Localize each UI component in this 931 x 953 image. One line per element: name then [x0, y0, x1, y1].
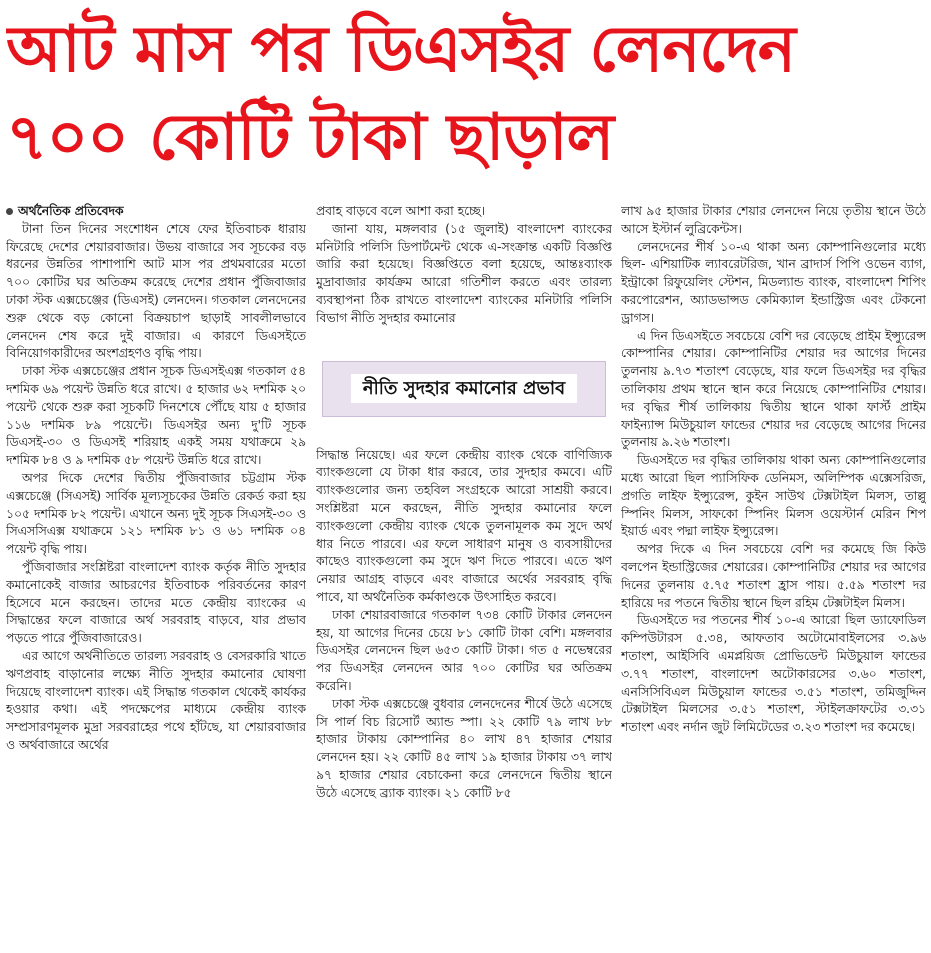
byline-text: অর্থনৈতিক প্রতিবেদক: [18, 204, 124, 218]
subhead-box: [322, 361, 606, 417]
paragraph: ঢাকা স্টক এক্সচেঞ্জের প্রধান সূচক ডিএসইএক্স গতকাল ৫৪ দশমিক ৬৯ পয়েন্ট উন্নতি ধরে রাখে। ৫ হাজার ৬২ দশমিক ২০ পয়েন্ট থেকে শুরু করা সূচকটি দিনশেষে পৌঁছে যায় ৫ হাজার ১১৬ দশমিক ৮৯ পয়েন্টে। ডিএসইর অন্য দু'টি সূচক ডিএসই-৩০ ও ডিএসই শরিয়াহ একই সময় যথাক্রমে ২৯ দশমিক ৮৪ ও ৯ দশমিক ৫৮ পয়েন্ট উন্নতি ধরে রাখে।: [6, 364, 306, 468]
paragraph: ঢাকা স্টক এক্সচেঞ্জে বুধবার লেনদেনের শীর্ষে উঠে এসেছে সি পার্ল বিচ রিসোর্ট অ্যান্ড স্পা। ২২ কোটি ৭৯ লাখ ৮৮ হাজার টাকায় কোম্পানির ৪০ লাখ ৪৭ হাজার শেয়ার লেনদেন হয়। ২২ কোটি ৪৫ লাখ ১৯ হাজার টাকায় ৩৭ লাখ ৯৭ হাজার শেয়ার বেচাকেনা করে লেনদেনে দ্বিতীয় স্থানে উঠে এসেছে ব্র্যাক ব্যাংক। ২১ কোটি ৮৫: [316, 696, 612, 800]
paragraph: ঢাকা শেয়ারবাজারে গতকাল ৭৩৪ কোটি টাকার লেনদেন হয়, যা আগের দিনের চেয়ে ৮১ কোটি টাকা বেশি। মঙ্গলবার ডিএসইর লেনদেন ছিল ৬৫৩ কোটি টাকা। গত ৫ নভেম্বরের পর ডিএসইর লেনদেন আর ৭০০ কোটির ঘর অতিক্রম করেনি।: [316, 607, 612, 693]
paragraph: অপর দিকে দেশের দ্বিতীয় পুঁজিবাজার চট্টগ্রাম স্টক এক্সচেঞ্জে (সিএসই) সার্বিক মূল্যসূচকের উন্নতি রেকর্ড করা হয় ১০৫ দশমিক ৮২ পয়েন্ট। এখানে অন্য দুই সূচক সিএসই-৩০ ও সিএসসিএক্স যথাক্রমে ১২১ দশমিক ৮১ ও ৬১ দশমিক ০৪ পয়েন্ট বৃদ্ধি পায়।: [6, 470, 306, 557]
paragraph: অপর দিকে এ দিন সবচেয়ে বেশি দর কমেছে জি কিউ বলপেন ইন্ডাস্ট্রিজের শেয়ারের। কোম্পানিটির শেয়ার দর আগের দিনের তুলনায় ৫.৭৫ শতাংশ হ্রাস পায়। ৫.৫৯ শতাংশ দর হারিয়ে দর পতনে দ্বিতীয় স্থানে ছিল রহিম টেক্সটাইল মিলস।: [621, 542, 926, 610]
headline-line-1: আট মাস পর ডিএসইর লেনদেন: [6, 13, 795, 87]
bullet-icon: [6, 208, 13, 215]
paragraph: পুঁজিবাজার সংশ্লিষ্টরা বাংলাদেশ ব্যাংক কর্তৃক নীতি সুদহার কমানোকেই বাজার আচরণের ইতিবাচক পরিবর্তনের কারণ হিসেবে মনে করছেন। তাদের মতে কেন্দ্রীয় ব্যাংকের এ সিদ্ধান্তের ফলে বাজারে অর্থ সরবরাহ বাড়বে, যার প্রভাব পড়তে পারে পুঁজিবাজারেও।: [6, 559, 306, 646]
headline: [6, 6, 925, 182]
column-3: [621, 203, 926, 948]
paragraph: এ দিন ডিএসইতে সবচেয়ে বেশি দর বেড়েছে প্রাইম ইন্স্যুরেন্স কোম্পানির শেয়ার। কোম্পানিটির শেয়ার দর আগের দিনের তুলনায় ৯.৭৩ শতাংশ বেড়েছে, যার ফলে ডিএসইর দর বৃদ্ধির তালিকায় প্রথম স্থানে স্থান করে নিয়েছে কোম্পানিটির শেয়ার। দর বৃদ্ধির শীর্ষ তালিকায় দ্বিতীয় স্থানে থাকা ফার্স্ট প্রাইম ফাইন্যান্স মিউচুয়াল ফান্ডের শেয়ার দর বেড়েছে আগের দিনের তুলনায় ৯.২৬ শতাংশ।: [621, 328, 926, 450]
byline: [6, 203, 306, 221]
paragraph: লেনদেনের শীর্ষ ১০-এ থাকা অন্য কোম্পানিগুলোর মধ্যে ছিল- এশিয়াটিক ল্যাবরেটরিজ, খান ব্রাদার্স পিপি ওভেন ব্যাগ, ইন্ট্রাকো রিফুয়েলিং স্টেশন, মিডল্যান্ড ব্যাংক, বাংলাদেশ শিপিং করপোরেশন, অ্যাডভান্সড কেমিক্যাল ইন্ডাস্ট্রিজ এবং টেকনো ড্রাগস।: [621, 239, 926, 325]
paragraph: এর আগে অর্থনীতিতে তারল্য সরবরাহ ও বেসরকারি খাতে ঋণপ্রবাহ বাড়ানোর লক্ষ্যে নীতি সুদহার কমানোর ঘোষণা দিয়েছে বাংলাদেশ ব্যাংক। এই সিদ্ধান্ত গতকাল থেকেই কার্যকর হওয়ার কথা। এই পদক্ষেপের মাধ্যমে কেন্দ্রীয় ব্যাংক সম্প্রসারণমূলক মুদ্রা সরবরাহের পথে হাঁটছে, যা শেয়ারবাজার ও অর্থবাজারে অর্থের: [6, 648, 306, 752]
paragraph: লাখ ৯৫ হাজার টাকার শেয়ার লেনদেন নিয়ে তৃতীয় স্থানে উঠে আসে ইস্টার্ন লুব্রিকেন্টস।: [621, 204, 926, 236]
column-1: [6, 203, 306, 948]
paragraph: প্রবাহ বাড়বে বলে আশা করা হচ্ছে।: [316, 204, 486, 218]
paragraph: ডিএসইতে দর বৃদ্ধির তালিকায় থাকা অন্য কোম্পানিগুলোর মধ্যে আরো ছিল প্যাসিফিক ডেনিমস, অলিম্পিক এক্সেসরিজ, প্রগতি লাইফ ইন্স্যুরেন্স, কুইন সাউথ টেক্সটাইল মিলস, তাল্লু স্পিনিং মিলস, সাফকো স্পিনিং মিলস ওয়েস্টার্ন মেরিন শিপ ইয়ার্ড এবং পদ্মা লাইফ ইন্স্যুরেন্স।: [621, 453, 926, 539]
headline-line-2: ৭০০ কোটি টাকা ছাড়াল: [6, 101, 614, 175]
paragraph: সিদ্ধান্ত নিয়েছে। এর ফলে কেন্দ্রীয় ব্যাংক থেকে বাণিজ্যিক ব্যাংকগুলো যে টাকা ধার করবে, তার সুদহার কমবে। এটি ব্যাংকগুলোর জন্য তহবিল সংগ্রহকে আরো সাশ্রয়ী করবে। সংশ্লিষ্টরা মনে করছেন, নীতি সুদহার কমানোর ফলে ব্যাংকগুলো কেন্দ্রীয় ব্যাংক থেকে তুলনামূলক কম সুদে অর্থ ধার নিতে পারবে। এর ফলে সাধারণ মানুষ ও ব্যবসায়ীদের কাছেও ব্যাংকগুলো কম সুদে ঋণ দিতে পারবে। এতে ঋণ নেয়ার আগ্রহ বাড়বে এবং বাজারে অর্থের সরবরাহ বৃদ্ধি পাবে, যা অর্থনৈতিক কর্মকাণ্ডকে উৎসাহিত করবে।: [316, 447, 612, 604]
article-body: [6, 203, 926, 948]
paragraph: জানা যায়, মঙ্গলবার (১৫ জুলাই) বাংলাদেশ ব্যাংকের মনিটারি পলিসি ডিপার্টমেন্ট থেকে এ-সংক্রান্ত একটি বিজ্ঞপ্তি জারি করা হয়েছে। বিজ্ঞপ্তিতে বলা হয়েছে, আন্তঃব্যাংক মুদ্রাবাজার কার্যক্রম আরো গতিশীল করতে এবং তারল্য ব্যবস্থাপনা ঠিক রাখতে বাংলাদেশ ব্যাংকের মনিটারি পলিসি বিভাগ নীতি সুদহার কমানোর: [316, 221, 612, 325]
column-2: [316, 203, 612, 948]
paragraph: ডিএসইতে দর পতনের শীর্ষ ১০-এ আরো ছিল ড্যাফোডিল কম্পিউটারস ৫.৩৪, আফতাব অটোমোবাইলসের ৩.৯৬ শতাংশ, আইসিবি এমপ্লয়িজ প্রোভিডেন্ট মিউচুয়াল ফান্ডের ৩.৭৭ শতাংশ, বাংলাদেশ অটোকারসের ৩.৬০ শতাংশ, এনসিসিবিএল মিউচুয়াল ফান্ডের ৩.৫১ শতাংশ, তমিজুদ্দিন টেক্সটাইল মিলসের ৩.৫১ শতাংশ, স্টাইলক্রাফটের ৩.৩১ শতাংশ এবং নর্দান জুট লিমিটেডের ৩.২৩ শতাংশ দর কমেছে।: [621, 613, 926, 735]
subhead: নীতি সুদহার কমানোর প্রভাব: [351, 374, 577, 404]
paragraph: টানা তিন দিনের সংশোধন শেষে ফের ইতিবাচক ধারায় ফিরেছে দেশের শেয়ারবাজার। উভয় বাজারে সব সূচকের বড় ধরনের উন্নতির পাশাপাশি আট মাস পর প্রথমবারের মতো ৭০০ কোটির ঘর অতিক্রম করেছে দেশের প্রধান পুঁজিবাজার ঢাকা স্টক এক্সচেঞ্জের (ডিএসই) লেনদেন। গতকাল লেনদেনের শুরু থেকে বড় কোনো বিক্রয়চাপ ছাড়াই সাবলীলভাবে লেনদেন শেষ করে দুই বাজার। এ কারণে ডিএসইতে বিনিয়োগকারীদের অংশগ্রহণও বৃদ্ধি পায়।: [6, 221, 306, 361]
